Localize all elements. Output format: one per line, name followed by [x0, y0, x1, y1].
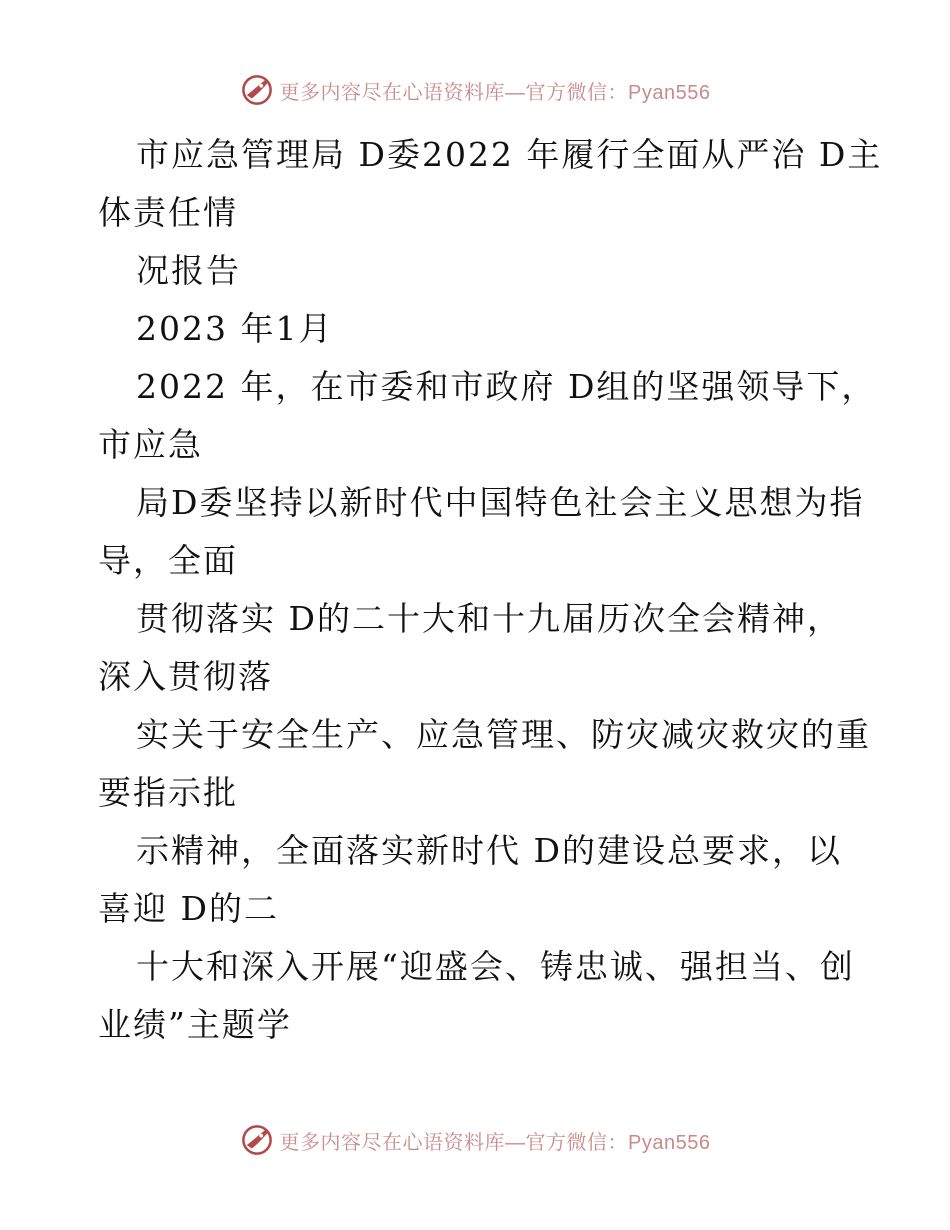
title-line-2: 体责任情 — [98, 193, 238, 232]
date-line: 2023 年1月 — [136, 309, 334, 348]
document-body — [98, 126, 883, 1054]
body-line: 2022 年，在市委和市政府 D组的坚强领导下， — [136, 367, 877, 406]
title-line-1: 市应急管理局 D委2022 年履行全面从严治 D主 — [136, 135, 883, 174]
watermark-group — [240, 1123, 711, 1157]
header-watermark — [0, 70, 950, 110]
watermark-text: 更多内容尽在心语资料库—官方微信：Pyan556 — [279, 81, 711, 104]
pen-nib-logo-icon — [240, 73, 274, 107]
body-line: 要指示批 — [98, 773, 238, 812]
watermark-text: 更多内容尽在心语资料库—官方微信：Pyan556 — [279, 1131, 711, 1154]
body-line: 局D委坚持以新时代中国特色社会主义思想为指 — [136, 483, 865, 522]
body-line: 示精神，全面落实新时代 D的建设总要求，以 — [136, 831, 842, 870]
body-line: 市应急 — [98, 425, 203, 464]
footer-watermark — [0, 1120, 950, 1160]
body-line: 十大和深入开展“迎盛会、铸忠诚、强担当、创 — [136, 947, 855, 986]
body-line: 实关于安全生产、应急管理、防灾减灾救灾的重 — [136, 715, 871, 754]
watermark-group — [240, 73, 711, 107]
body-line: 导，全面 — [98, 541, 238, 580]
body-line: 深入贯彻落 — [98, 657, 273, 696]
body-line: 贯彻落实 D的二十大和十九届历次全会精神， — [136, 599, 842, 638]
pen-nib-logo-icon — [240, 1123, 274, 1157]
title-line-3: 况报告 — [136, 251, 241, 290]
body-line: 喜迎 D的二 — [98, 889, 279, 928]
body-line: 业绩”主题学 — [98, 1005, 292, 1044]
